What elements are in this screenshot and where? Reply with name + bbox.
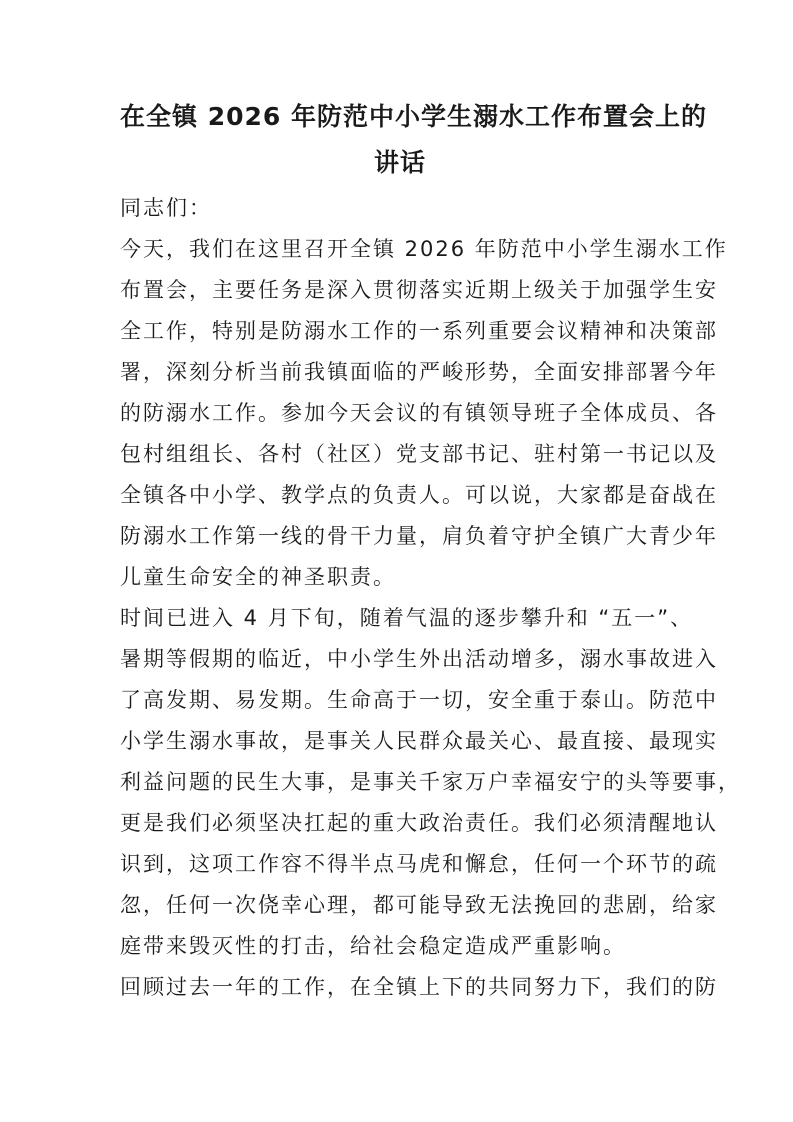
body-line: 包村组组长、各村（社区）党支部书记、驻村第一书记以及 bbox=[120, 442, 718, 466]
body-line: 识到，这项工作容不得半点马虎和懈怠，任何一个环节的疏 bbox=[120, 852, 718, 876]
body-line: 更是我们必须坚决扛起的重大政治责任。我们必须清醒地认 bbox=[120, 811, 718, 835]
body-line: 署，深刻分析当前我镇面临的严峻形势，全面安排部署今年 bbox=[120, 360, 718, 384]
body-line: 全工作，特别是防溺水工作的一系列重要会议精神和决策部 bbox=[120, 319, 718, 343]
body-line: 了高发期、易发期。生命高于一切，安全重于泰山。防范中 bbox=[120, 688, 718, 712]
body-line: 忽，任何一次侥幸心理，都可能导致无法挽回的悲剧，给家 bbox=[120, 893, 718, 917]
body-line: 防溺水工作第一线的骨干力量，肩负着守护全镇广大青少年 bbox=[120, 524, 718, 548]
body-line: 布置会，主要任务是深入贯彻落实近期上级关于加强学生安 bbox=[120, 278, 718, 302]
body-line: 暑期等假期的临近，中小学生外出活动增多，溺水事故进入 bbox=[120, 647, 718, 671]
body-line: 回顾过去一年的工作，在全镇上下的共同努力下，我们的防 bbox=[120, 975, 718, 999]
body-line: 小学生溺水事故，是事关人民群众最关心、最直接、最现实 bbox=[120, 729, 718, 753]
document-title-line-1: 在全镇 2026 年防范中小学生溺水工作布置会上的 bbox=[120, 102, 707, 131]
body-line: 儿童生命安全的神圣职责。 bbox=[120, 565, 396, 589]
body-line: 庭带来毁灭性的打击，给社会稳定造成严重影响。 bbox=[120, 934, 626, 958]
document-title-line-2: 讲话 bbox=[373, 148, 426, 177]
body-line: 利益问题的民生大事，是事关千家万户幸福安宁的头等要事， bbox=[120, 770, 741, 794]
body-line: 时间已进入 4 月下旬，随着气温的逐步攀升和 “五一”、 bbox=[120, 606, 694, 630]
body-line: 的防溺水工作。参加今天会议的有镇领导班子全体成员、各 bbox=[120, 401, 718, 425]
body-line: 全镇各中小学、教学点的负责人。可以说，大家都是奋战在 bbox=[120, 483, 718, 507]
body-line: 今天，我们在这里召开全镇 2026 年防范中小学生溺水工作 bbox=[120, 237, 728, 261]
salutation: 同志们： bbox=[120, 196, 212, 220]
